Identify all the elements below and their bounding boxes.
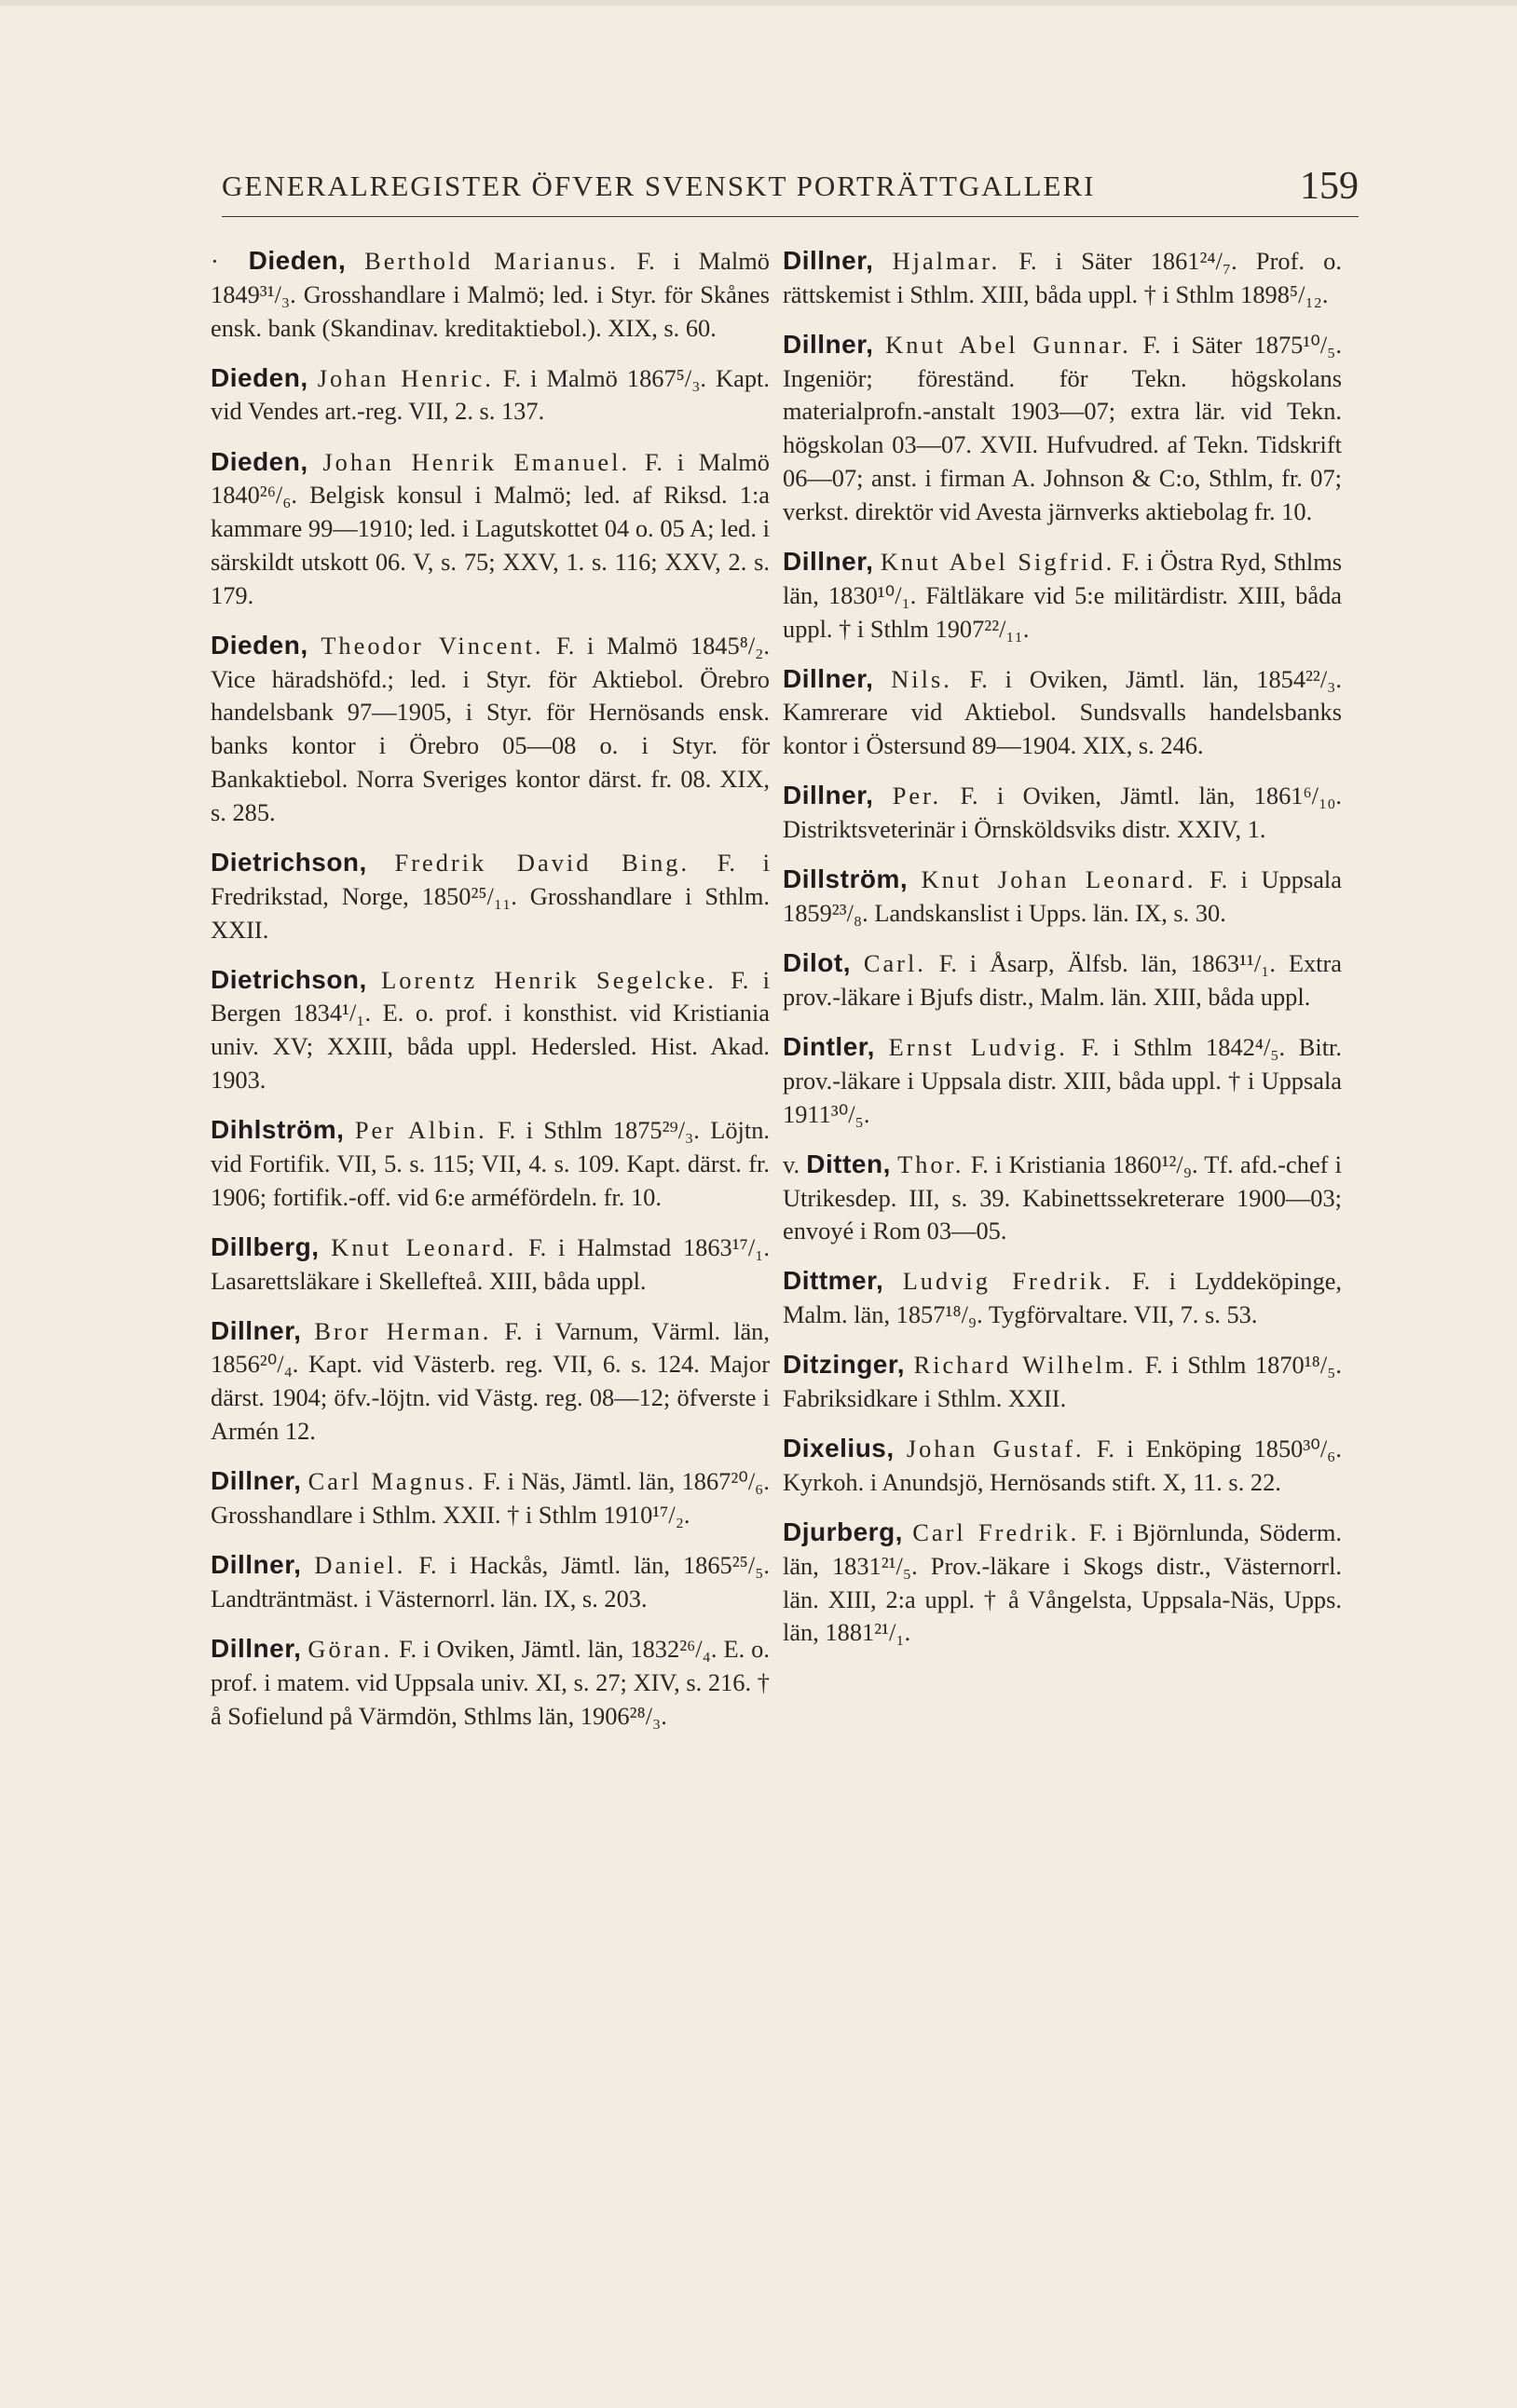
entry-given-names: Per. xyxy=(892,782,942,810)
register-entry xyxy=(211,445,770,613)
register-entry xyxy=(211,1548,770,1616)
entry-given-names: Carl. xyxy=(863,949,926,978)
entry-details: F. i Hackås, Jämtl. län, 1865²⁵/₅. Landträntmäst. i Västernorrl. län. IX, s. 203. xyxy=(211,1551,770,1612)
entry-details: F. i Malmö 1867⁵/₃. Kapt. vid Vendes art.-reg. VII, 2. s. 137. xyxy=(211,363,770,426)
entry-details: F. i Lyddeköpinge, Malm. län, 1857¹⁸/₉. Tygförvaltare. VII, 7. s. 53. xyxy=(783,1267,1342,1329)
register-entry xyxy=(211,1314,770,1449)
entry-given-names: Berthold Marianus. xyxy=(364,247,619,275)
entry-given-names: Johan Henrik Emanuel. xyxy=(322,447,631,476)
entry-given-names: Daniel. xyxy=(314,1551,406,1580)
entry-details: F. i Enköping 1850³⁰/₆. Kyrkoh. i Anundsjö, Hernösands stift. X, 11. s. 22. xyxy=(783,1435,1342,1496)
entry-surname: Dillström, xyxy=(783,864,909,894)
entry-details: F. i Sthlm 1870¹⁸/₅. Fabriksidkare i Sthlm. XXII. xyxy=(783,1351,1342,1413)
entry-surname: Dillner, xyxy=(783,781,874,810)
register-entry xyxy=(783,1432,1342,1500)
entry-given-names: Johan Gustaf. xyxy=(906,1435,1085,1463)
entry-details: F. i Sthlm 1875²⁹/₃. Löjtn. vid Fortifik. VII, 5. s. 115; VII, 4. s. 109. Kapt. därst. fr. 1906; fortifik.-off. vid 6:e arméfördeln. fr. 10. xyxy=(211,1116,770,1211)
register-entry xyxy=(783,946,1342,1014)
register-entry xyxy=(211,629,770,830)
entry-surname: Dillner, xyxy=(211,1466,302,1496)
entry-surname: Djurberg, xyxy=(783,1517,903,1547)
register-entry xyxy=(783,328,1342,529)
entry-details: F. i Fredrikstad, Norge, 1850²⁵/₁₁. Grosshandlare i Sthlm. XXII. xyxy=(211,848,770,944)
entry-details: F. i Sthlm 1842⁴/₅. Bitr. prov.-läkare i Uppsala distr. XIII, båda uppl. † i Uppsala 1911³⁰/₅. xyxy=(783,1033,1342,1128)
entry-details: F. i Halmstad 1863¹⁷/₁. Lasarettsläkare i Skellefteå. XIII, båda uppl. xyxy=(211,1232,770,1295)
entry-details: F. i Oviken, Jämtl. län, 1854²²/₃. Kamrerare vid Aktiebol. Sundsvalls handelsbanks kontor i Östersund 89—1904. XIX, s. 246. xyxy=(783,664,1342,760)
register-entry xyxy=(783,779,1342,847)
entry-details: F. i Oviken, Jämtl. län, 1832²⁶/₄. E. o. prof. i matem. vid Uppsala univ. XI, s. 27; XIV, s. 216. † å Sofielund på Värmdön, Sthlms län, 1906²⁸/₃. xyxy=(211,1634,770,1730)
entry-given-names: Knut Abel Sigfrid. xyxy=(880,547,1115,576)
entry-given-names: Knut Abel Gunnar. xyxy=(885,330,1131,359)
entry-given-names: Ernst Ludvig. xyxy=(888,1033,1068,1062)
entry-surname: Dillner, xyxy=(211,1633,302,1663)
entry-surname: Dillner, xyxy=(783,246,874,275)
entry-given-names: Knut Leonard. xyxy=(331,1232,517,1261)
register-entry xyxy=(211,244,770,345)
register-entry xyxy=(783,1264,1342,1332)
entry-surname: Dintler, xyxy=(783,1032,875,1062)
entry-surname: Dillner, xyxy=(783,329,874,359)
entry-details: F. i Oviken, Jämtl. län, 1861⁶/₁₀. Distriktsveterinär i Örnsköldsviks distr. XXIV, 1. xyxy=(783,782,1342,844)
entry-given-names: Göran. xyxy=(308,1634,392,1663)
entry-surname: Dittmer, xyxy=(783,1266,884,1296)
entry-prefix: · xyxy=(211,247,219,275)
register-entry xyxy=(211,963,770,1097)
register-entry xyxy=(783,1516,1342,1650)
register-entry xyxy=(211,1231,770,1299)
entry-given-names: Thor. xyxy=(897,1150,964,1178)
register-entry xyxy=(783,1148,1342,1248)
register-entry xyxy=(211,846,770,946)
entry-details: F. i Åsarp, Älfsb. län, 1863¹¹/₁. Extra prov.-läkare i Bjufs distr., Malm. län. XIII, båda uppl. xyxy=(783,949,1342,1011)
entry-given-names: Per Albin. xyxy=(354,1116,487,1145)
header-rule xyxy=(222,216,1359,217)
entry-details: F. i Bergen 1834¹/₁. E. o. prof. i konsthist. vid Kristiania univ. XV; XXIII, båda uppl. Hedersled. Hist. Akad. 1903. xyxy=(211,965,770,1095)
entry-given-names: Fredrik David Bing. xyxy=(394,848,690,877)
entry-given-names: Bror Herman. xyxy=(314,1316,492,1345)
page-number: 159 xyxy=(1300,165,1359,208)
entry-given-names: Hjalmar. xyxy=(892,247,1001,275)
entry-surname: Dillner, xyxy=(783,663,874,693)
entry-details: F. i Östra Ryd, Sthlms län, 1830¹⁰/₁. Fältläkare vid 5:e militärdistr. XIII, båda uppl. † i Sthlm 1907²²/₁₁. xyxy=(783,547,1342,643)
entry-details: F. i Björnlunda, Söderm. län, 1831²¹/₅. Prov.-läkare i Skogs distr., Västernorrl. län. XIII, 2:a uppl. † å Vångelsta, Uppsala-Näs, Upps. län, 1881²¹/₁. xyxy=(783,1518,1342,1647)
register-entry xyxy=(211,1113,770,1214)
entry-surname: Ditzinger, xyxy=(783,1350,906,1380)
entry-surname: Dieden, xyxy=(211,362,308,392)
register-entry xyxy=(211,361,770,429)
entry-surname: Dieden, xyxy=(211,630,308,660)
running-head xyxy=(222,162,1359,218)
register-entry xyxy=(783,1030,1342,1131)
entry-given-names: Carl Magnus. xyxy=(308,1467,477,1496)
register-entry xyxy=(783,1348,1342,1416)
entry-details: F. i Malmö 1849³¹/₃. Grosshandlare i Malmö; led. i Styr. för Skånes ensk. bank (Skandinav. kreditaktiebol.). XIX, s. 60. xyxy=(211,247,770,342)
entry-surname: Dillner, xyxy=(211,1550,302,1580)
entry-surname: Dixelius, xyxy=(783,1434,895,1463)
entry-given-names: Theodor Vincent. xyxy=(321,631,544,660)
left-column xyxy=(211,244,770,1749)
entry-given-names: Knut Johan Leonard. xyxy=(921,865,1196,894)
entry-surname: Dihlström, xyxy=(211,1115,345,1145)
entry-given-names: Johan Henric. xyxy=(317,363,494,392)
entry-given-names: Richard Wilhelm. xyxy=(913,1351,1137,1380)
entry-surname: Dietrichson, xyxy=(211,847,367,877)
page-top-edge xyxy=(0,0,1517,6)
page-title: GENERALREGISTER ÖFVER SVENSKT PORTRÄTTGALLERI xyxy=(222,170,1096,202)
entry-details: F. i Varnum, Värml. län, 1856²⁰/₄. Kapt. vid Västerb. reg. VII, 6. s. 124. Major därst. 1904; öfv.-löjtn. vid Västg. reg. 08—12; öfverste i Armén 12. xyxy=(211,1316,770,1446)
entry-details: F. i Malmö 1845⁸/₂. Vice häradshöfd.; led. i Styr. för Aktiebol. Örebro handelsbank 97—1905, i Styr. för Hernösands ensk. banks kontor i Örebro 05—08 o. i Styr. för Bankaktiebol. Norra Sveriges kontor därst. fr. 08. XIX, s. 285. xyxy=(211,631,770,826)
entry-details: F. i Malmö 1840²⁶/₆. Belgisk konsul i Malmö; led. af Riksd. 1:a kammare 99—1910; led. i Lagutskottet 04 o. 05 A; led. i särskildt utskott 06. V, s. 75; XXV, 1. s. 116; XXV, 2. s. 179. xyxy=(211,447,770,609)
right-column xyxy=(783,244,1342,1667)
register-entry xyxy=(783,545,1342,646)
register-entry xyxy=(783,662,1342,763)
register-entry xyxy=(211,1464,770,1532)
register-entry xyxy=(783,244,1342,312)
entry-details: F. i Säter 1875¹⁰/₅. Ingeniör; föreständ. för Tekn. högskolans materialprofn.-anstalt 1903—07; extra lär. vid Tekn. högskolan 03—07. XVII. Hufvudred. af Tekn. Tidskrift 06—07; anst. i firman A. Johnson & C:o, Sthlm, fr. 07; verkst. direktör vid Avesta järnverks aktiebolag fr. 10. xyxy=(783,330,1342,525)
register-entry xyxy=(211,1632,770,1733)
entry-given-names: Lorentz Henrik Segelcke. xyxy=(381,965,717,994)
entry-surname: Dieden, xyxy=(248,246,347,275)
entry-surname: Dillberg, xyxy=(211,1231,320,1261)
entry-surname: Ditten, xyxy=(806,1149,891,1178)
entry-given-names: Nils. xyxy=(891,664,952,693)
entry-prefix: v. xyxy=(783,1150,800,1178)
register-entry xyxy=(783,863,1342,931)
entry-details: F. i Säter 1861²⁴/₇. Prof. o. rättskemist i Sthlm. XIII, båda uppl. † i Sthlm 1898⁵/₁₂. xyxy=(783,247,1342,308)
entry-given-names: Ludvig Fredrik. xyxy=(902,1267,1114,1296)
entry-details: F. i Näs, Jämtl. län, 1867²⁰/₆. Grosshandlare i Sthlm. XXII. † i Sthlm 1910¹⁷/₂. xyxy=(211,1467,770,1529)
entry-surname: Dilot, xyxy=(783,948,851,978)
entry-surname: Dillner, xyxy=(211,1315,302,1345)
entry-surname: Dieden, xyxy=(211,446,308,476)
entry-surname: Dillner, xyxy=(783,546,874,576)
entry-details: F. i Kristiania 1860¹²/₉. Tf. afd.-chef i Utrikesdep. III, s. 39. Kabinettssekreterare 1900—03; envoyé i Rom 03—05. xyxy=(783,1150,1342,1245)
entry-details: F. i Uppsala 1859²³/₈. Landskanslist i Upps. län. IX, s. 30. xyxy=(783,865,1342,928)
entry-given-names: Carl Fredrik. xyxy=(912,1518,1080,1547)
entry-surname: Dietrichson, xyxy=(211,964,367,994)
